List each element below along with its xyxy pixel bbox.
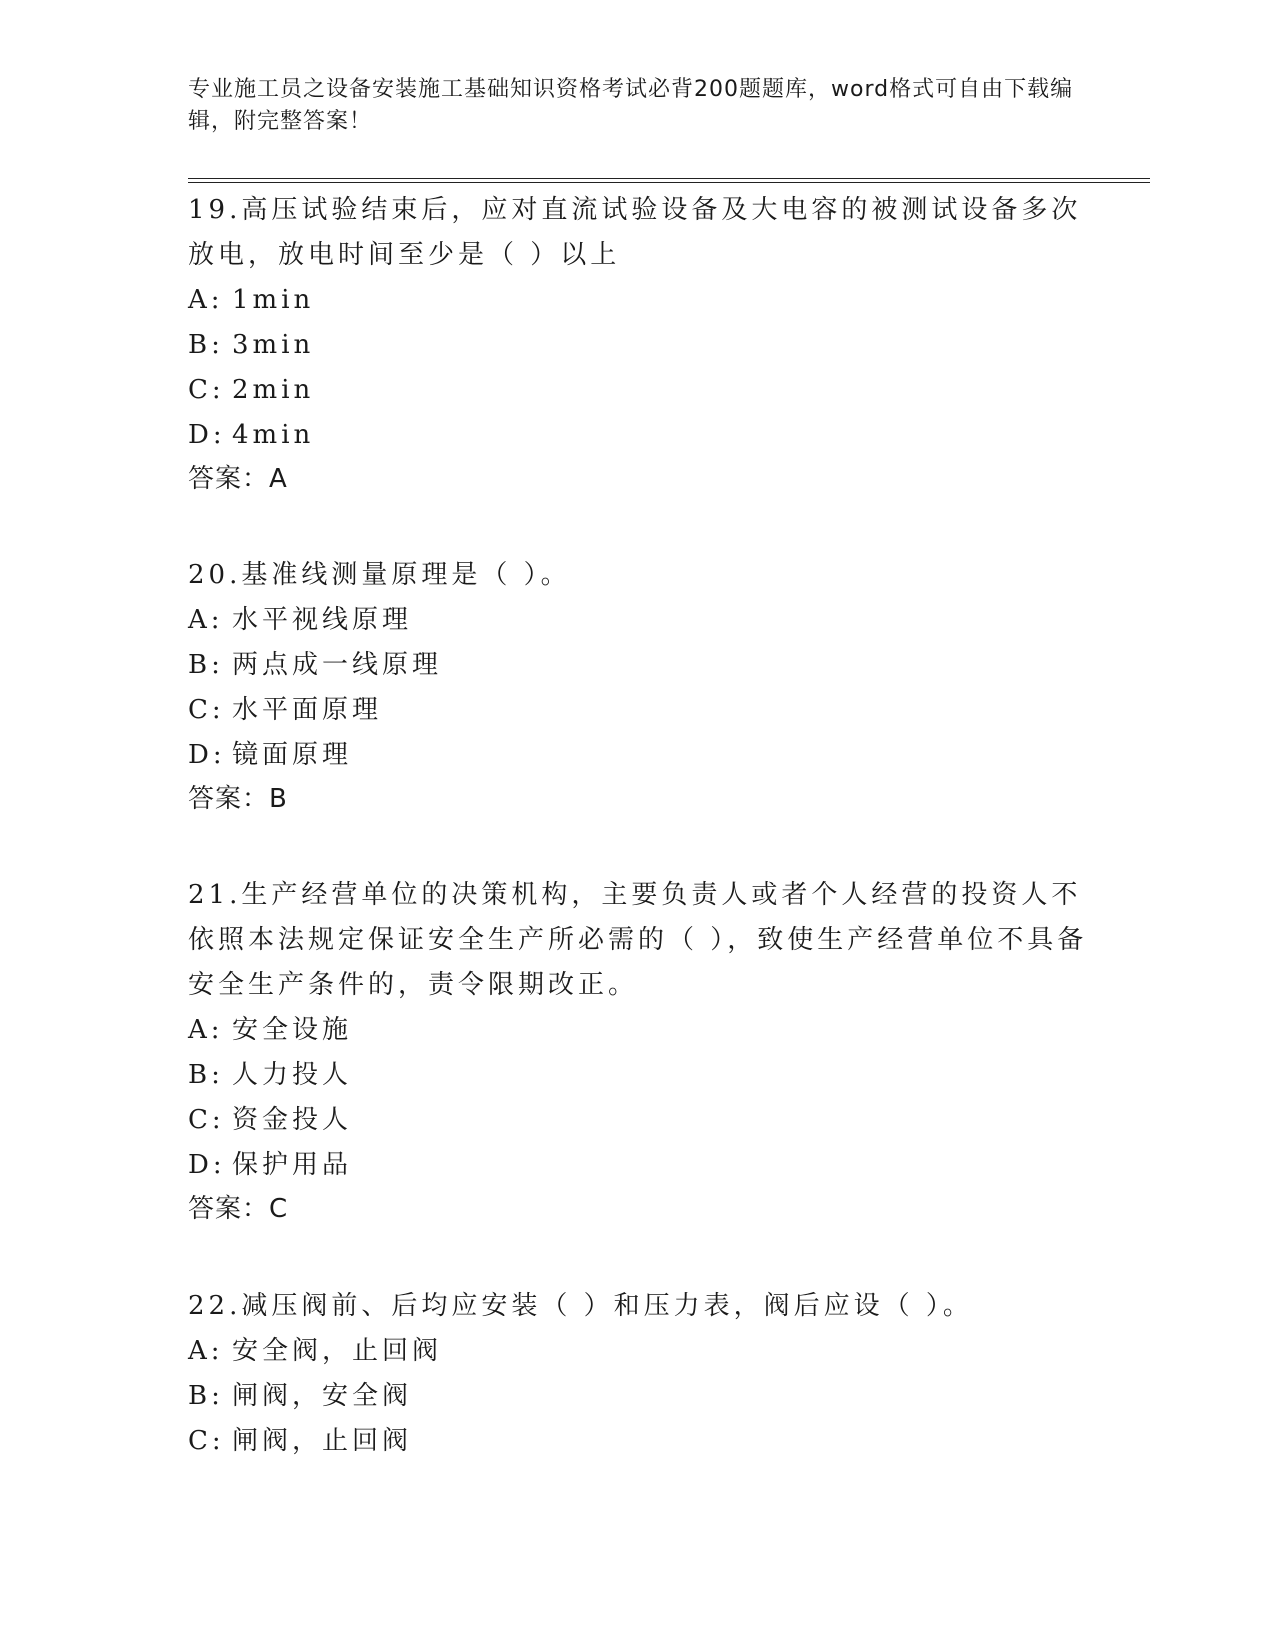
option-text: 安全阀，止回阀 <box>232 1336 443 1366</box>
option-key: C: <box>188 1426 225 1456</box>
option-c <box>188 368 1088 413</box>
option-key: D: <box>188 1150 226 1180</box>
option-key: B: <box>188 1060 224 1090</box>
option-key: C: <box>188 375 225 405</box>
option-text: 水平面原理 <box>232 695 383 725</box>
option-b <box>188 1053 1088 1098</box>
option-text: 闸阀，安全阀 <box>232 1381 413 1411</box>
option-a <box>188 598 1088 643</box>
question-20 <box>188 553 1088 820</box>
option-key: A: <box>188 1336 224 1366</box>
question-stem: 20.基准线测量原理是（ ）。 <box>188 560 571 590</box>
option-text: 两点成一线原理 <box>232 650 443 680</box>
option-key: C: <box>188 695 225 725</box>
answer: 答案：C <box>188 1194 289 1224</box>
option-d <box>188 413 1088 458</box>
question-stem: 22.减压阀前、后均应安装（ ）和压力表，阀后应设（ ）。 <box>188 1291 973 1321</box>
option-text: 2min <box>232 375 315 405</box>
option-c <box>188 1419 1088 1464</box>
answer: 答案：A <box>188 464 288 494</box>
option-b <box>188 323 1088 368</box>
option-text: 4min <box>232 420 315 450</box>
option-text: 水平视线原理 <box>232 605 413 635</box>
option-a <box>188 1008 1088 1053</box>
question-stem: 19.高压试验结束后，应对直流试验设备及大电容的被测试设备多次放电，放电时间至少是（ ）以上 <box>188 195 1082 270</box>
header-divider-top <box>188 178 1150 179</box>
option-c <box>188 688 1088 733</box>
answer: 答案：B <box>188 784 288 814</box>
option-key: B: <box>188 1381 224 1411</box>
option-key: B: <box>188 330 224 360</box>
question-22 <box>188 1284 1088 1464</box>
question-21 <box>188 873 1088 1230</box>
option-key: C: <box>188 1105 225 1135</box>
option-text: 闸阀，止回阀 <box>232 1426 413 1456</box>
option-text: 3min <box>232 330 315 360</box>
option-b <box>188 643 1088 688</box>
header-divider-bottom <box>188 182 1150 183</box>
document-header: 专业施工员之设备安装施工基础知识资格考试必背200题题库，word格式可自由下载编辑，附完整答案！ <box>188 77 1074 134</box>
option-text: 镜面原理 <box>232 740 353 770</box>
question-19 <box>188 188 1088 500</box>
option-text: 1min <box>232 285 315 315</box>
option-key: A: <box>188 285 224 315</box>
option-text: 安全设施 <box>232 1015 353 1045</box>
option-text: 保护用品 <box>232 1150 353 1180</box>
option-key: D: <box>188 740 226 770</box>
option-text: 人力投人 <box>232 1060 353 1090</box>
option-c <box>188 1098 1088 1143</box>
option-a <box>188 278 1088 323</box>
option-b <box>188 1374 1088 1419</box>
option-key: A: <box>188 1015 224 1045</box>
option-key: B: <box>188 650 224 680</box>
option-d <box>188 733 1088 778</box>
option-key: A: <box>188 605 224 635</box>
option-d <box>188 1143 1088 1188</box>
question-stem: 21.生产经营单位的决策机构，主要负责人或者个人经营的投资人不依照本法规定保证安全生产所必需的（ ），致使生产经营单位不具备安全生产条件的，责令限期改正。 <box>188 880 1088 1000</box>
option-text: 资金投人 <box>232 1105 353 1135</box>
option-a <box>188 1329 1088 1374</box>
option-key: D: <box>188 420 226 450</box>
